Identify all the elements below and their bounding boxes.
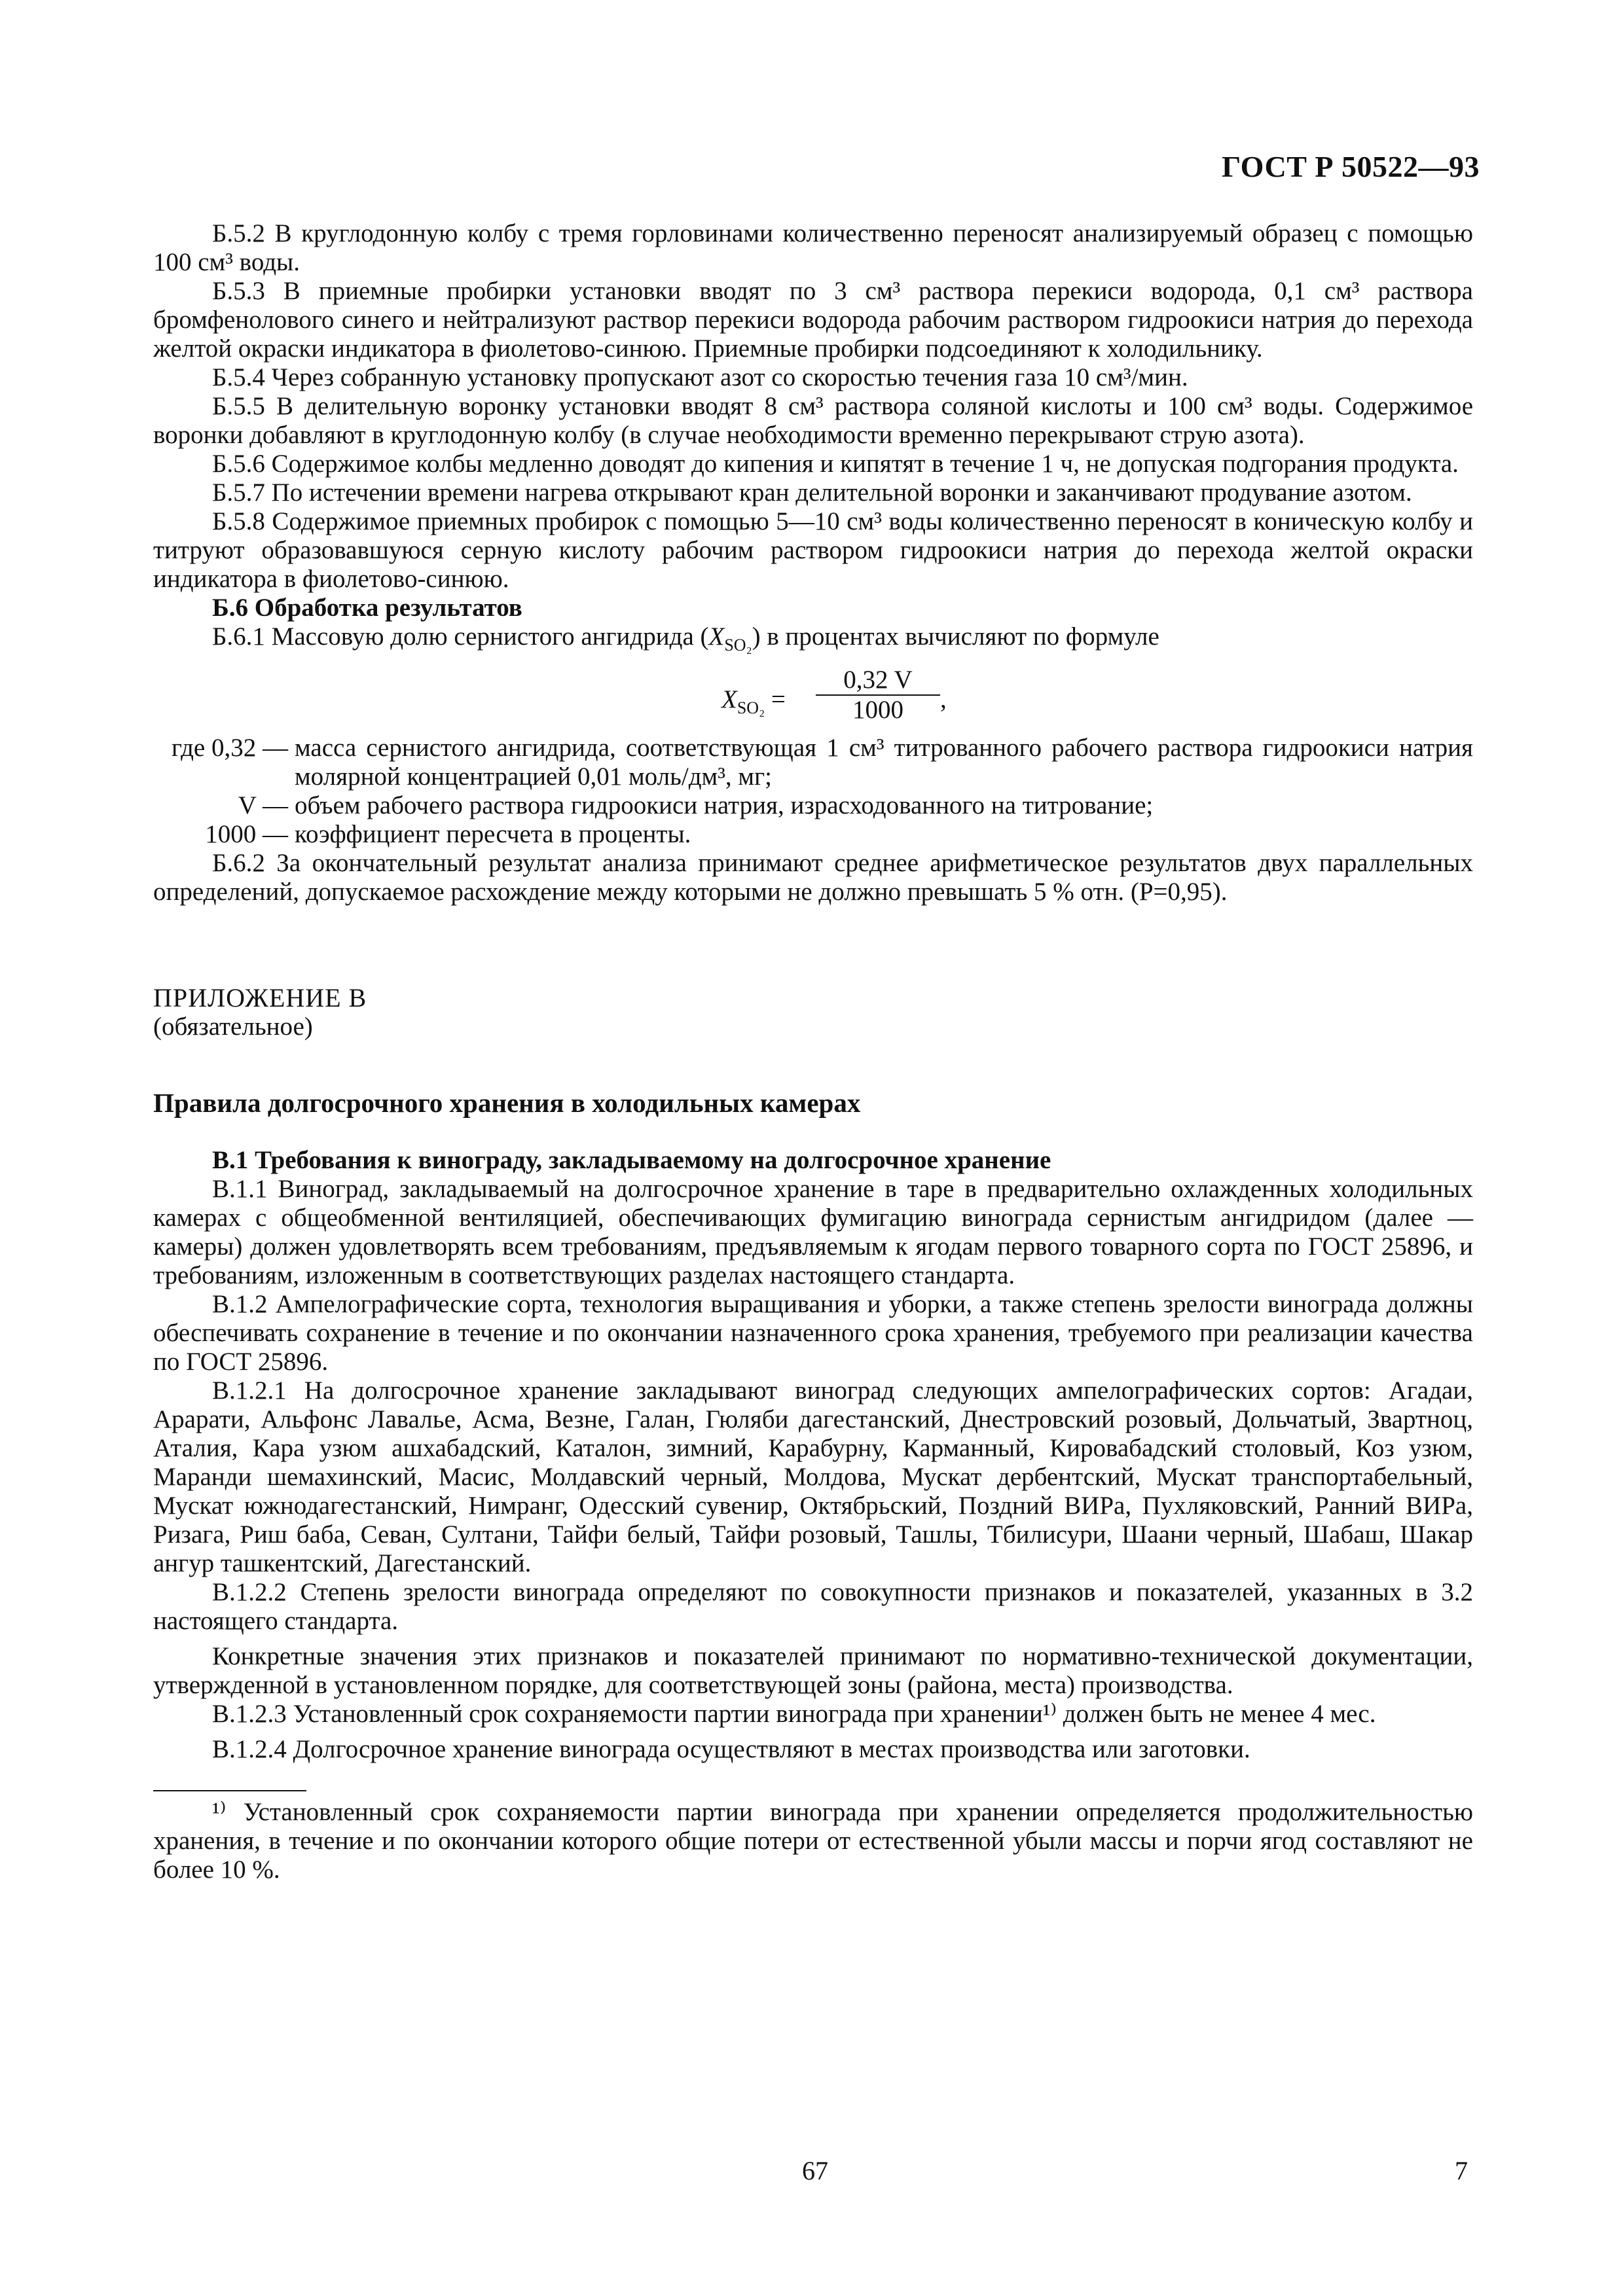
where-term-3: 1000 — [205,820,288,848]
section-heading-b6: Б.6 Обработка результатов [212,594,522,622]
formula-block [153,656,1473,734]
paragraph-v122: В.1.2.2 Степень зрелости винограда определяют по совокупности признаков и показателей, указанных в 3.2 настоящего стандарта. [153,1578,1473,1635]
paragraph-b56: Б.5.6 Содержимое колбы медленно доводят до кипения и кипятят в течение 1 ч, не допуская подгорания продукта. [212,450,1459,478]
paragraph-b61 [153,622,1473,655]
page-number-right: 7 [1455,2156,1468,2185]
where-desc-1: масса сернистого ангидрида, соответствующая 1 см³ титрованного рабочего раствора гидроокиси натрия молярной концентрацией 0,01 моль/дм³, мг; [295,734,1473,791]
paragraph-b52: Б.5.2 В круглодонную колбу с тремя горловинами количественно переносят анализируемый образец с помощью 100 см³ воды. [153,219,1473,276]
paragraph-v11: В.1.1 Виноград, закладываемый на долгосрочное хранение в таре в предварительно охлажденных холодильных камерах с общеобменной вентиляцией, обеспечивающих фумигацию винограда сернистым ангидридом (далее — камеры) должен удовлетворять всем требованиям, предъявляемым к ягодам первого товарного сорта по ГОСТ 25896, и требованиям, изложенным в соответствующих разделах настоящего стандарта. [153,1175,1473,1289]
formula-fraction [816,666,940,725]
paragraph-v121: В.1.2.1 На долгосрочное хранение закладывают виноград следующих ампелографических сортов: Агадаи, Арарати, Альфонс Лавалье, Асма, Везне, Галан, Гюляби дагестанский, Днестровский розовый, Дольчатый, Звартноц, Аталия, Кара узюм ашхабадский, Каталон, зимний, Карабурну, Карманный, Кировабадский столовый, Коз узюм, Маранди шемахинский, Масис, Молдавский черный, Молдова, Мускат дербентский, Мускат транспортабельный, Мускат южнодагестанский, Нимранг, Одесский сувенир, Октябрьский, Поздний ВИРа, Пухляковский, Ранний ВИРа, Ризага, Риш баба, Севан, Султани, Тайфи белый, Тайфи розовый, Ташлы, Тбилисури, Шаани черный, Шабаш, Шакар ангур ташкентский, Дагестанский. [153,1376,1473,1577]
paragraph-b57: Б.5.7 По истечении времени нагрева открывают кран делительной воронки и заканчивают продувание азотом. [212,478,1412,507]
where-term-1-text: 0,32 — [211,734,288,762]
appendix-title: ПРИЛОЖЕНИЕ В [153,983,367,1013]
symbol-x: X [708,622,725,651]
footnote [153,1798,1473,1884]
where-desc-3: коэффициент пересчета в проценты. [295,820,691,848]
paragraph-v12: В.1.2 Ампелографические сорта, технология выращивания и уборки, а также степень зрелости винограда должны обеспечивать сохранение в течение и по окончании назначенного срока хранения, требуемого при реализации качества по ГОСТ 25896. [153,1290,1473,1376]
rules-title: Правила долгосрочного хранения в холодильных камерах [153,1088,861,1118]
formula-denominator: 1000 [852,696,903,724]
where-term-2: V — [238,791,288,819]
where-intro: где [172,734,206,762]
paragraph-b54: Б.5.4 Через собранную установку пропускают азот со скоростью течения газа 10 см³/мин. [212,363,1188,391]
footnote-text: ¹⁾ Установленный срок сохраняемости партии винограда при хранении определяется продолжительностью хранения, в течение и по окончании которого общие потери от естественной убыли массы и порчи ягод составляют не более 10 %. [153,1798,1473,1884]
where-row-1 [153,734,1473,791]
page-body [153,219,1473,1884]
where-desc-2: объем рабочего раствора гидроокиси натрия, израсходованного на титрование; [295,791,1154,819]
formula-lhs [721,685,786,717]
formula-comma: , [940,685,947,713]
where-row-3 [153,820,1473,849]
where-term-1 [153,734,288,762]
paragraph-b53: Б.5.3 В приемные пробирки установки вводят по 3 см³ раствора перекиси водорода, 0,1 см³ раствора бромфенолового синего и нейтрализуют раствор перекиси водорода рабочим раствором гидроокиси натрия до перехода желтой окраски индикатора в фиолетово-синюю. Приемные пробирки подсоединяют к холодильнику. [153,277,1473,363]
formula-symbol-x: X [721,685,737,713]
b61-text-before: Б.6.1 Массовую долю сернистого ангидрида ( [212,622,709,651]
formula-numerator: 0,32 V [816,666,940,696]
paragraph-b62: Б.6.2 За окончательный результат анализа принимают среднее арифметическое результатов двух параллельных определений, допускаемое расхождение между которыми не должно превышать 5 % отн. (P=0,95). [153,849,1473,906]
formula-equals: = [765,685,786,713]
paragraph-v122-cont: Конкретные значения этих признаков и показателей принимают по нормативно-технической документации, утвержденной в установленном порядке, для соответствующей зоны (района, места) производства. [153,1642,1473,1699]
paragraph-b58: Б.5.8 Содержимое приемных пробирок с помощью 5—10 см³ воды количественно переносят в коническую колбу и титруют образовавшуюся серную кислоту рабочим раствором гидроокиси натрия до перехода желтой окраски индикатора в фиолетово-синюю. [153,507,1473,593]
standard-header: ГОСТ Р 50522—93 [1222,150,1480,183]
footnote-divider [153,1790,306,1791]
formula-symbol-subscript: SO₂ [737,698,765,717]
symbol-subscript: SO₂ [724,635,752,655]
b61-text-after: ) в процентах вычисляют по формуле [752,622,1159,651]
paragraph-v124: В.1.2.4 Долгосрочное хранение винограда осуществляют в местах производства или заготовки. [212,1735,1250,1763]
section-heading-v1: В.1 Требования к винограду, закладываемому на долгосрочное хранение [212,1146,1051,1174]
page-number-center: 67 [802,2156,828,2185]
where-row-2 [153,791,1473,820]
paragraph-b55: Б.5.5 В делительную воронку установки вводят 8 см³ раствора соляной кислоты и 100 см³ воды. Содержимое воронки добавляют в круглодонную колбу (в случае необходимости временно перекрывают струю азота). [153,392,1473,449]
paragraph-v123: В.1.2.3 Установленный срок сохраняемости партии винограда при хранении¹⁾ должен быть не менее 4 мес. [212,1700,1376,1728]
appendix-subtitle: (обязательное) [153,1013,313,1041]
